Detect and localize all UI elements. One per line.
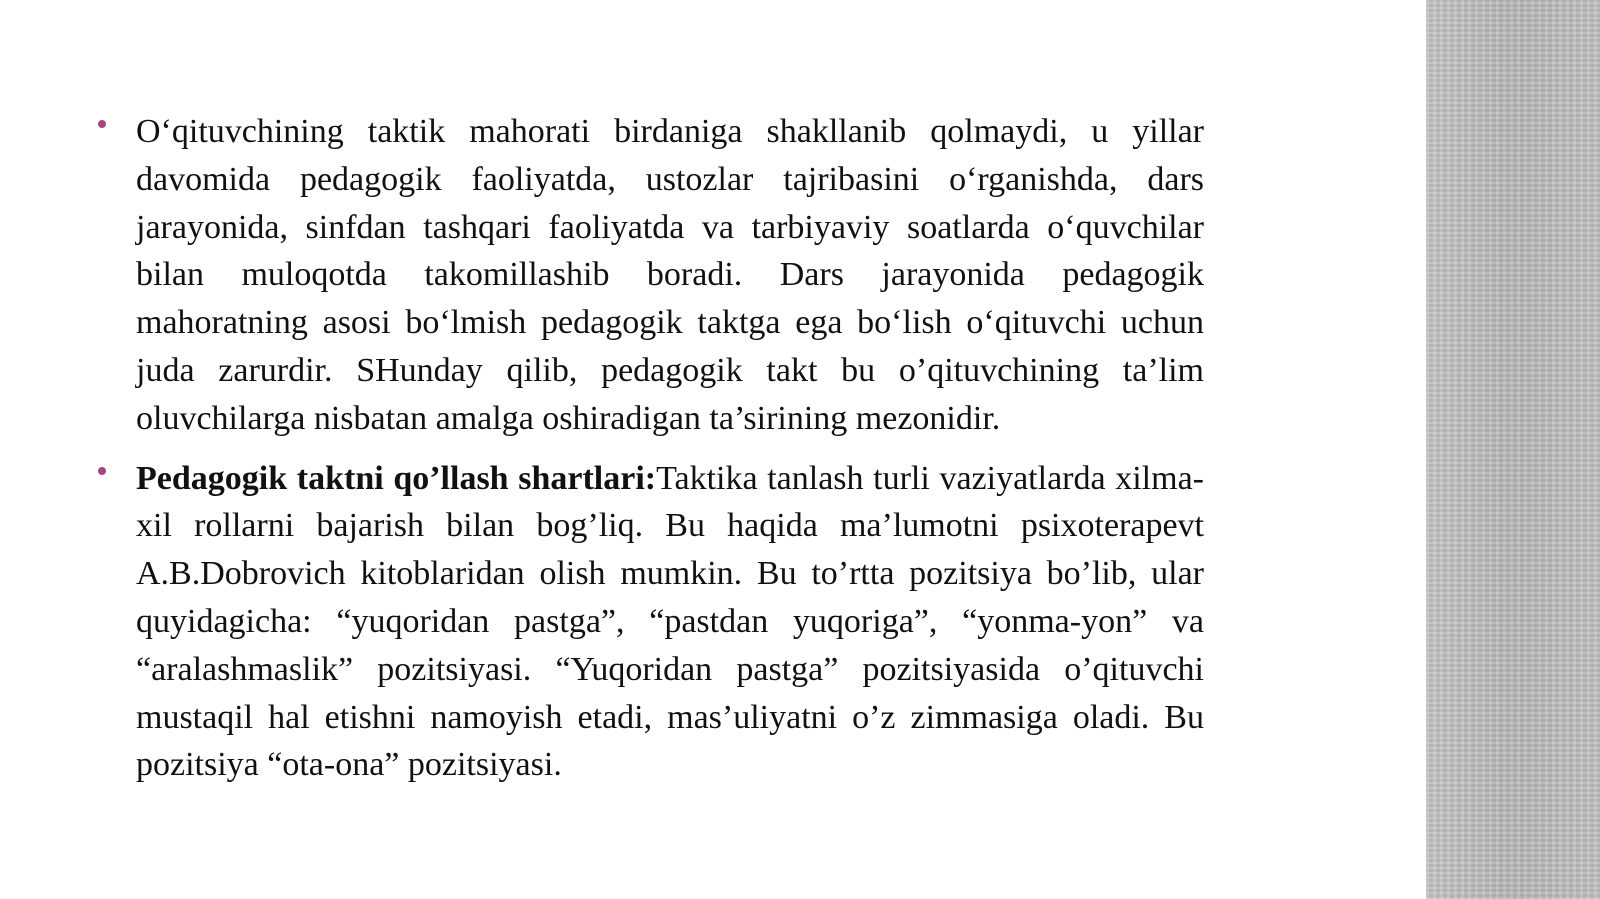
bullet-text	[136, 455, 1204, 790]
bullet-item-2	[96, 455, 1204, 790]
decorative-side-panel	[1426, 0, 1600, 899]
bullet-text-body: O‘qituvchining taktik mahorati birdaniga shakllanib qolmaydi, u yillar davomida pedagogik faoliyatda, ustozlar tajribasini o‘rganishda, dars jarayonida, sinfdan tashqari faoliyatda va tarbiyaviy soatlarda o‘quvchilar bilan muloqotda takomillashib boradi. Dars jarayonida pedagogik mahoratning asosi bo‘lmish pedagogik taktga ega bo‘lish o‘qituvchi uchun juda zarurdir. SHunday qilib, pedagogik takt bu o’qituvchining ta’lim oluvchilarga nisbatan amalga oshiradigan ta’sirining mezonidir.	[136, 113, 1204, 437]
bullet-text	[136, 108, 1204, 443]
bullet-bold-lead: Pedagogik taktni qo’llash shartlari:	[136, 459, 657, 497]
slide-content	[96, 108, 1204, 801]
bullet-item-1	[96, 108, 1204, 443]
bullet-dot-icon	[98, 120, 106, 128]
bullet-dot-icon	[98, 467, 106, 475]
bullet-text-body: Taktika tanlash turli vaziyatlarda xilma-xil rollarni bajarish bilan bog’liq. Bu haqida ma’lumotni psixoterapevt A.B.Dobrovich kitoblaridan olish mumkin. Bu to’rtta pozitsiya bo’lib, ular quyidagicha: “yuqoridan pastga”, “pastdan yuqoriga”, “yonma-yon” va “aralashmaslik” pozitsiyasi. “Yuqoridan pastga” pozitsiyasida o’qituvchi mustaqil hal etishni namoyish etadi, mas’uliyatni o’z zimmasiga oladi. Bu pozitsiya “ota-ona” pozitsiyasi.	[136, 459, 1204, 784]
